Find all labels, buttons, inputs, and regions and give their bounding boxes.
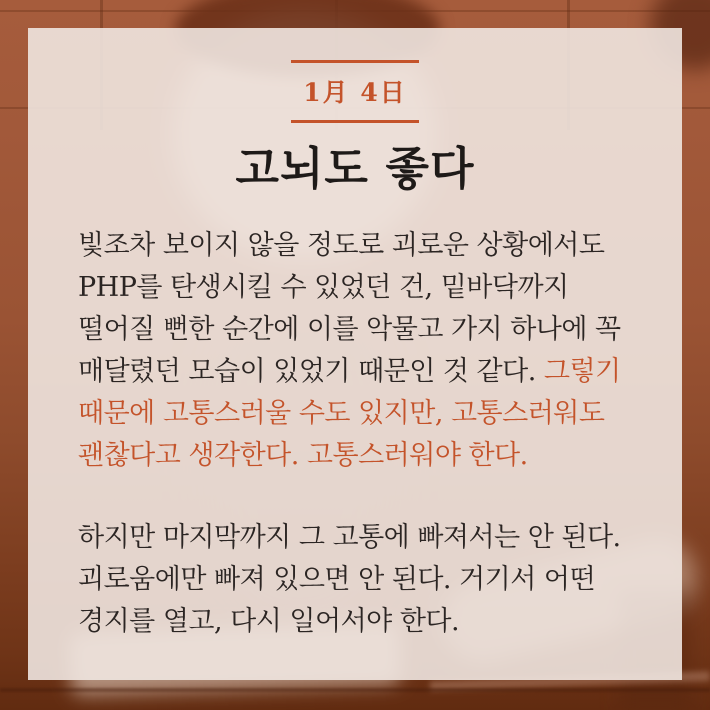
paragraph-2: 하지만 마지막까지 그 고통에 빠져서는 안 된다. 괴로움에만 빠져 있으면 안 된다. 거기서 어떤 경지를 열고, 다시 일어서야 한다. [78,521,621,637]
page-title: 고뇌도 좋다 [235,142,475,195]
date-label: 1月 4日 [303,78,407,107]
photo-desk-edge [0,688,710,692]
paragraph-1-normal-text: 빛조차 보이지 않을 정도로 괴로운 상황에서도 PHP를 탄생시킬 수 있었던 건, 밑바닥까지 떨어질 뻔한 순간에 이를 악물고 가지 하나에 꼭 매달렸던 모습이 있었기 때문인 것 같다. [78,229,621,387]
quote-body [78,225,632,643]
paragraph-1 [78,225,632,477]
date-badge [291,60,419,123]
quote-card [28,28,682,680]
date-rule-bottom [291,120,419,123]
paragraph-1-highlight-text: 그렇기 때문에 고통스러울 수도 있지만, 고통스러워도 괜찮다고 생각한다. 고통스러워야 한다. [78,355,621,471]
